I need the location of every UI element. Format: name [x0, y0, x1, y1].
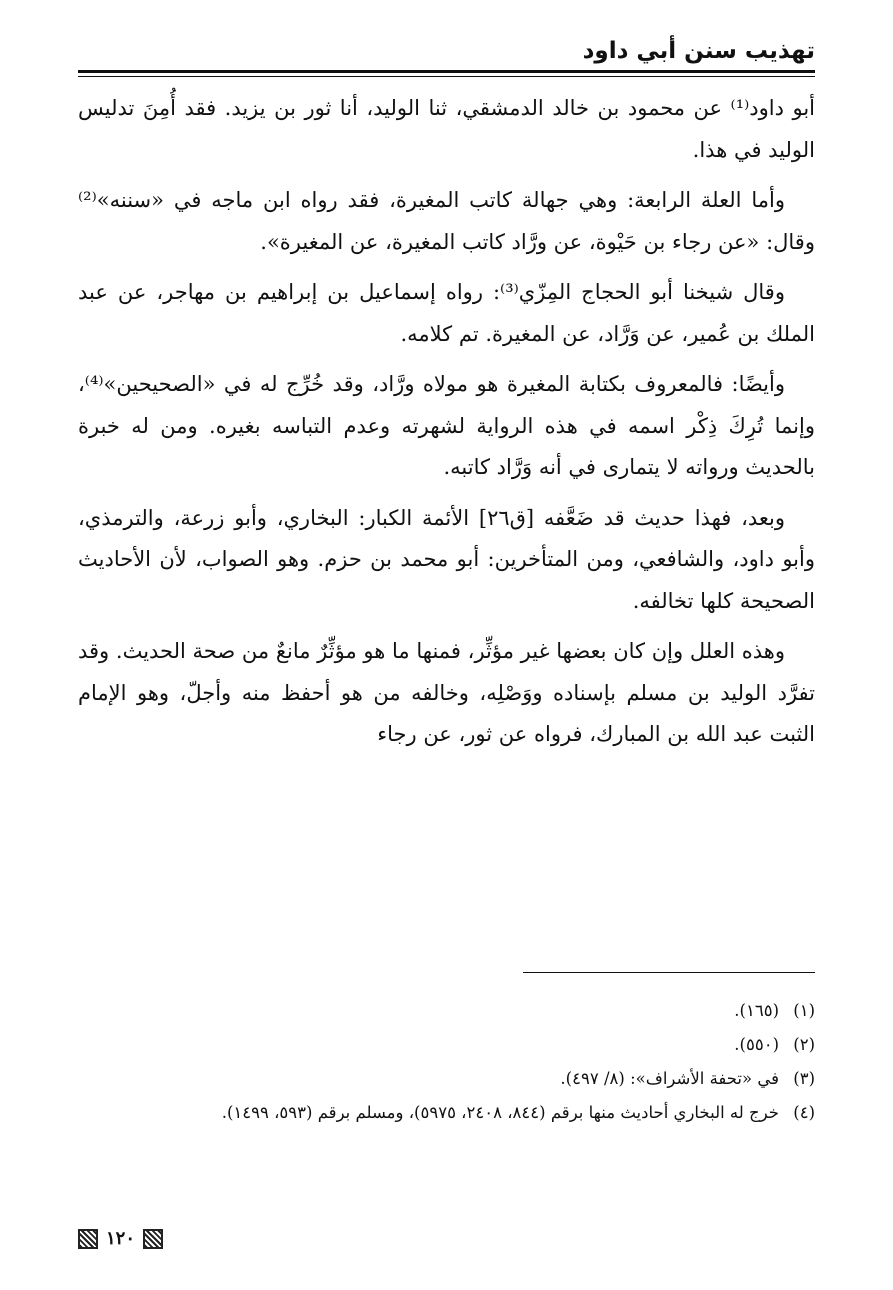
- footnote-number: (٣): [793, 1069, 815, 1088]
- footnotes: [78, 994, 815, 1130]
- paragraph: أبو داود⁽¹⁾ عن محمود بن خالد الدمشقي، ثنا الوليد، أنا ثور بن يزيد. فقد أُمِنَ تدليس الوليد في هذا.: [78, 96, 815, 162]
- footnote-number: (٤): [793, 1103, 815, 1122]
- footnote: [78, 1028, 815, 1062]
- footnote-text: خرج له البخاري أحاديث منها برقم (٨٤٤، ٢٤٠٨، ٥٩٧٥)، ومسلم برقم (٥٩٣، ١٤٩٩).: [221, 1103, 779, 1122]
- paragraph: وقال شيخنا أبو الحجاج المِزّي⁽³⁾: رواه إسماعيل بن إبراهيم بن مهاجر، عن عبد الملك بن عُمير، عن وَرَّاد، عن المغيرة. تم كلامه.: [78, 280, 815, 346]
- paragraph: وأما العلة الرابعة: وهي جهالة كاتب المغيرة، فقد رواه ابن ماجه في «سننه»⁽²⁾ وقال: «عن رجاء بن حَيْوة، عن ورَّاد كاتب المغيرة، عن المغيرة».: [78, 188, 815, 254]
- footnote: [78, 994, 815, 1028]
- main-text: [78, 88, 815, 765]
- book-title: تهذيب سنن أبي داود: [582, 38, 815, 64]
- paragraph: وهذه العلل وإن كان بعضها غير مؤثِّر، فمنها ما هو مؤثِّرٌ مانعٌ من صحة الحديث. وقد تفرَّد الوليد بن مسلم بإسناده ووَصْلِه، وخالفه من هو أحفظ منه وأجلّ، وهو الإمام الثبت عبد الله بن المبارك، فرواه عن ثور، عن رجاء: [78, 639, 815, 746]
- header-rule-thin: [78, 76, 815, 77]
- footnote-text: (١٦٥).: [734, 1001, 779, 1020]
- footnote-separator: [523, 972, 815, 973]
- footnote-number: (٢): [793, 1035, 815, 1054]
- paragraph: وبعد، فهذا حديث قد ضَعَّفه [ق٢٦] الأئمة الكبار: البخاري، وأبو زرعة، والترمذي، وأبو داود، والشافعي، ومن المتأخرين: أبو محمد بن حزم. وهو الصواب، لأن الأحاديث الصحيحة كلها تخالفه.: [78, 505, 815, 613]
- ornament-icon: [143, 1229, 163, 1249]
- paragraph: وأيضًا: فالمعروف بكتابة المغيرة هو مولاه ورَّاد، وقد خُرِّج له في «الصحيحين»⁽⁴⁾، وإنما تُرِكَ ذِكْر اسمه في هذه الرواية لشهرته وعدم التباسه بغيره. ومن له خبرة بالحديث ورواته لا يتمارى في أنه وَرَّاد كاتبه.: [78, 372, 815, 479]
- footnote: [78, 1062, 815, 1096]
- ornament-icon: [78, 1229, 98, 1249]
- running-header: [78, 34, 815, 70]
- footnote-text: (٥٥٠).: [734, 1035, 779, 1054]
- footnote-text: في «تحفة الأشراف»: (٨/ ٤٩٧).: [560, 1069, 779, 1088]
- header-rule-thick: [78, 70, 815, 73]
- page-footer: [78, 1224, 163, 1254]
- footnote: [78, 1096, 815, 1130]
- footnote-number: (١): [793, 1001, 815, 1020]
- page-number: ١٢٠: [106, 1228, 136, 1249]
